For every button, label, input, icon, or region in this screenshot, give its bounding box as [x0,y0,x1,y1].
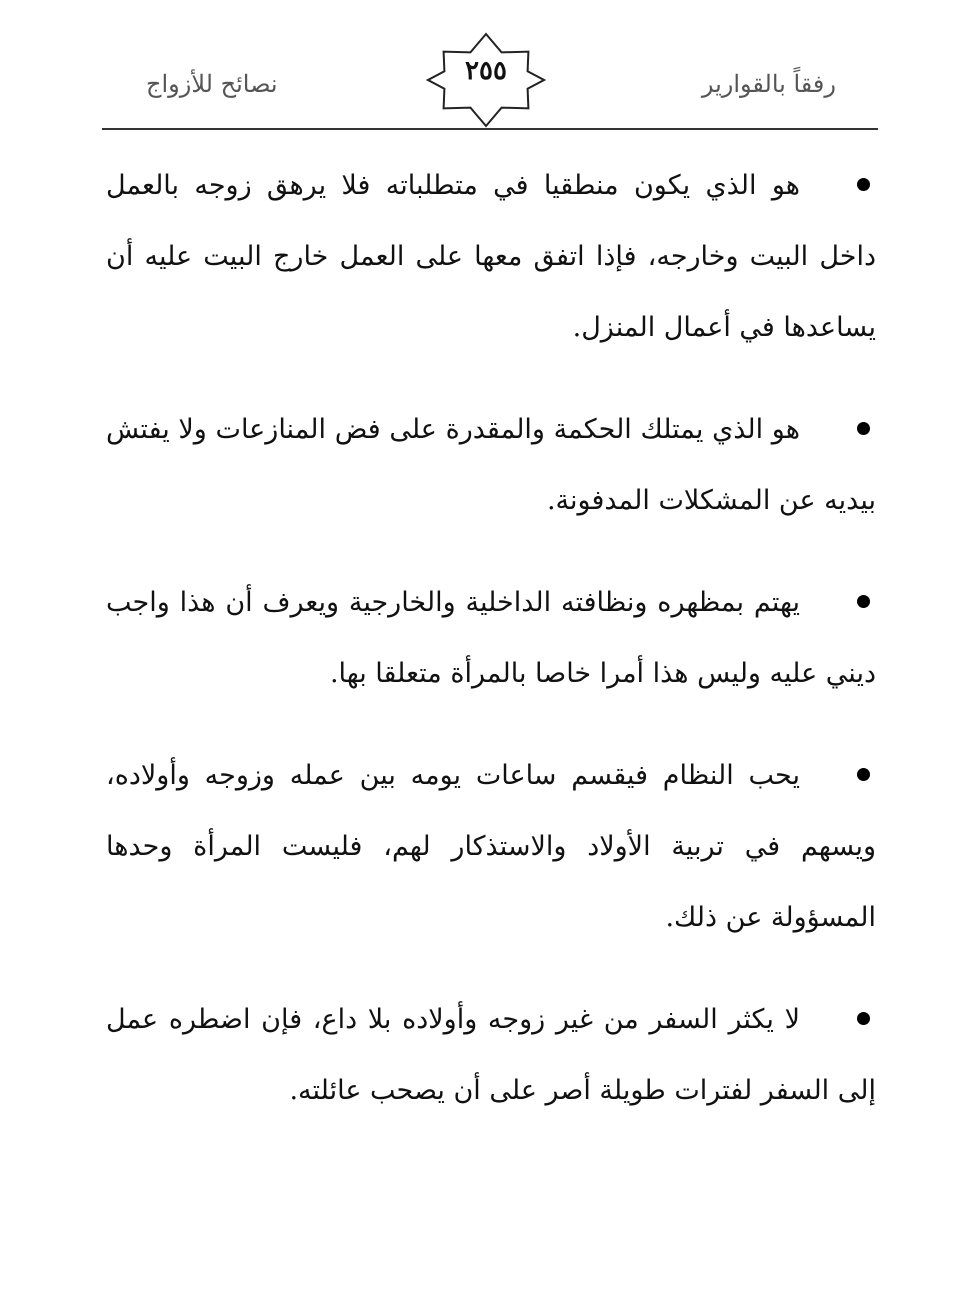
list-item [106,984,876,1126]
page-header [102,30,878,132]
page-number-badge [426,32,546,128]
list-item-text: هو الذي يكون منطقيا في متطلباته فلا يرهق زوجه بالعمل داخل البيت وخارجه، فإذا اتفق معها على العمل خارج البيت عليه أن يساعدها في أعمال المنزل. [106,170,876,343]
bullet-icon [857,768,870,781]
list-item-text: يحب النظام فيقسم ساعات يومه بين عمله وزوجه وأولاده، ويسهم في تربية الأولاد والاستذكار لهم، فليست المرأة وحدها المسؤولة عن ذلك. [106,760,876,933]
bullet-icon [857,422,870,435]
list-item-text: لا يكثر السفر من غير زوجه وأولاده بلا داع، فإن اضطره عمل إلى السفر لفترات طويلة أصر على أن يصحب عائلته. [106,1004,876,1106]
page-number: ٢٥٥ [465,56,507,86]
bullet-icon [857,1012,870,1025]
list-item-text: هو الذي يمتلك الحكمة والمقدرة على فض المنازعات ولا يفتش بيديه عن المشكلات المدفونة. [106,414,876,516]
list-item [106,394,876,536]
list-item [106,567,876,709]
bullet-icon [857,595,870,608]
list-item [106,740,876,953]
list-item-text: يهتم بمظهره ونظافته الداخلية والخارجية ويعرف أن هذا واجب ديني عليه وليس هذا أمرا خاصا بالمرأة متعلقا بها. [106,587,876,689]
chapter-title: نصائح للأزواج [146,70,278,98]
bullet-icon [857,178,870,191]
book-title: رفقاً بالقوارير [701,70,836,98]
list-item [106,150,876,363]
main-content [106,150,876,1157]
header-divider [102,128,878,130]
